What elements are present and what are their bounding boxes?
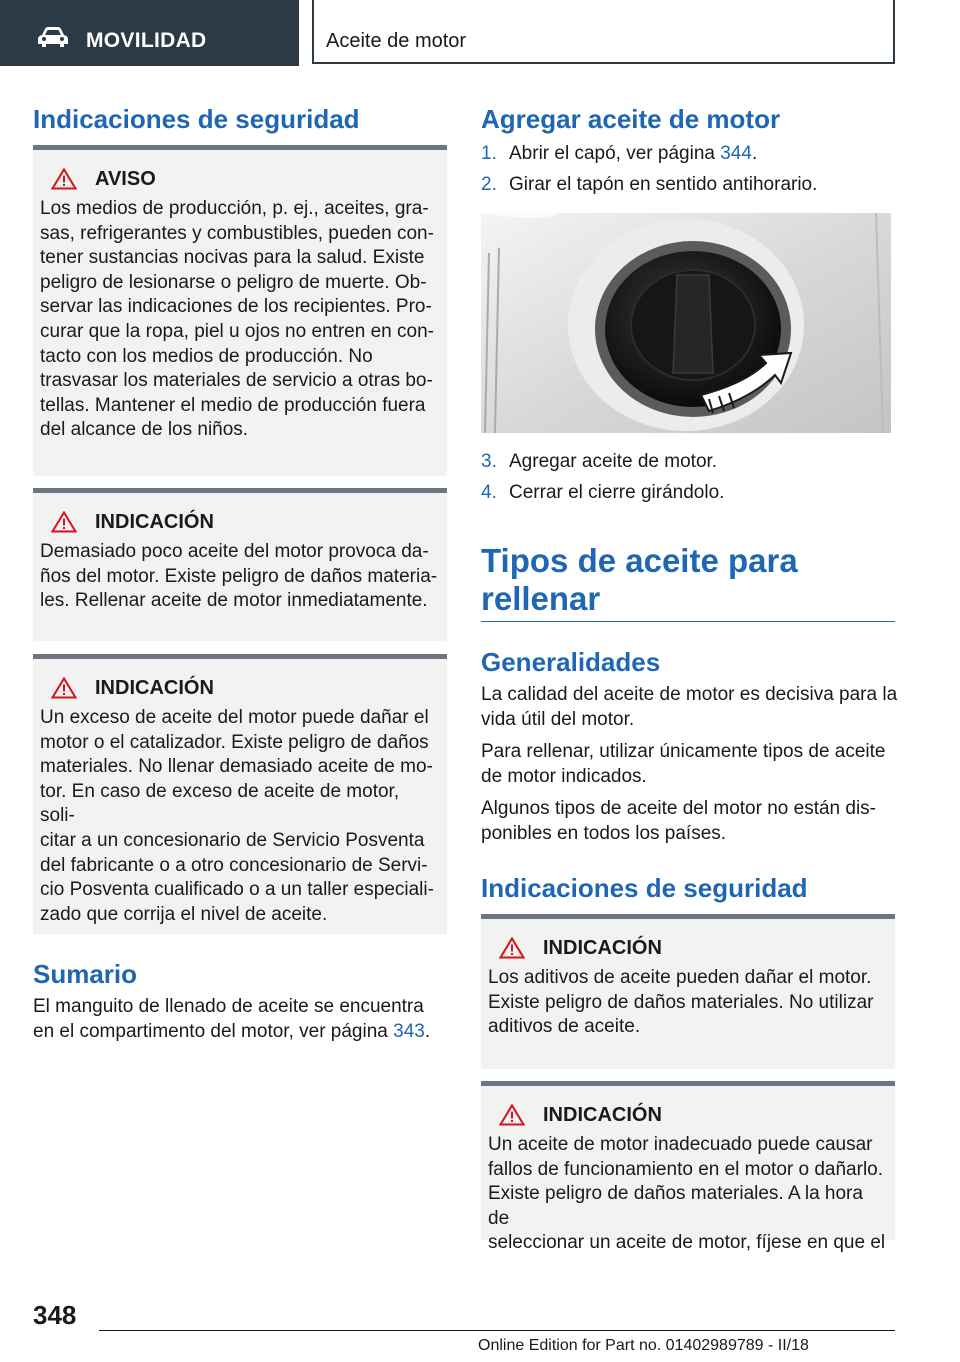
step-item: 3. Agregar aceite de motor.: [481, 451, 718, 472]
header-chapter-title: Aceite de motor: [326, 30, 467, 52]
note-text: Demasiado poco aceite del motor provoca da‐ ños del motor. Existe peligro de daños materia‐ les. Rellenar aceite de motor inmediatamente.: [40, 541, 438, 612]
general-heading: Generalidades: [481, 647, 661, 677]
note-label: INDICACIÓN: [499, 937, 887, 959]
note-box-3: [481, 919, 895, 1069]
warning-triangle-icon: [51, 168, 77, 190]
header-chapter-box: [312, 0, 895, 64]
note-label: INDICACIÓN: [499, 1104, 887, 1126]
warning-box-aviso: [33, 150, 447, 476]
add-oil-heading: Agregar aceite de motor: [481, 104, 781, 134]
left-safety-heading: Indicaciones de seguridad: [33, 104, 360, 134]
general-para-1: La calidad del aceite de motor es decisiva para la vida útil del motor.: [481, 684, 898, 730]
note-box-2: [33, 659, 447, 934]
note-text: Los aditivos de aceite pueden dañar el motor. Existe peligro de daños materiales. No utilizar aditivos de aceite.: [488, 967, 874, 1038]
header-section-tab: [0, 0, 299, 66]
oil-types-heading: Tipos de aceite para rellenar: [481, 542, 798, 617]
note-box-4: [481, 1086, 895, 1254]
general-para-2: Para rellenar, utilizar únicamente tipos de aceite de motor indicados.: [481, 741, 886, 787]
warning-triangle-icon: [51, 511, 77, 533]
step-item: 2. Girar el tapón en sentido antihorario.: [481, 174, 818, 195]
page-link-343[interactable]: 343: [393, 1020, 425, 1042]
note-label: INDICACIÓN: [51, 511, 439, 533]
warning-triangle-icon: [499, 937, 525, 959]
oil-cap-photo: [481, 213, 891, 433]
note-text: Un exceso de aceite del motor puede dañar el motor o el catalizador. Existe peligro de daños materiales. No llenar demasiado aceite de mo‐ tor. En caso de exceso de aceite de motor, soli‐ citar a un concesionario de Servicio Posventa del fabricante o a otro concesionario de Servi‐ cio Posventa cualificado o a un taller especiali‐ zado que corrija el nivel de aceite.: [40, 707, 434, 925]
car-icon: [36, 26, 70, 48]
add-oil-steps-b: [481, 451, 724, 513]
note-label: INDICACIÓN: [51, 677, 439, 699]
add-oil-steps-a: [481, 143, 817, 205]
step-item: 4. Cerrar el cierre girándolo.: [481, 482, 725, 503]
oil-types-rule: [481, 621, 895, 622]
header-section-label: MOVILIDAD: [86, 29, 207, 52]
page-number: 348: [33, 1300, 77, 1330]
sumario-text: El manguito de llenado de aceite se encuentra en el compartimento del motor, ver página 343.: [33, 996, 431, 1042]
warning-label: AVISO: [51, 168, 439, 190]
page-link-344[interactable]: 344: [720, 143, 752, 164]
note-text: Un aceite de motor inadecuado puede causar fallos de funcionamiento en el motor o dañarlo. Existe peligro de daños materiales. A la hora de seleccionar un aceite de motor, fíjese en que el: [488, 1134, 886, 1254]
general-para-3: Algunos tipos de aceite del motor no están dis‐ ponibles en todos los países.: [481, 798, 877, 844]
note-box-1: [33, 493, 447, 641]
footer-rule: [99, 1330, 895, 1331]
warning-text: Los medios de producción, p. ej., aceites, gra‐ sas, refrigerantes y combustibles, pueden con‐ tener sustancias nocivas para la salud. Existe peligro de lesionarse o peligro de muerte. Ob‐ servar las indicaciones de los recipientes. Pro‐ curar que la ropa, piel u ojos no entren en con‐ tacto con los medios de producción. No trasvasar los materiales de servicio a otras bo‐ tellas. Mantener el medio de producción fuera del alcance de los niños.: [40, 198, 434, 441]
step-item: 1. Abrir el capó, ver página 344.: [481, 143, 758, 164]
footer-edition: Online Edition for Part no. 01402989789 - II/18: [478, 1337, 809, 1354]
oil-filler-cap-illustration: [481, 213, 891, 433]
warning-triangle-icon: [499, 1104, 525, 1126]
warning-triangle-icon: [51, 677, 77, 699]
sumario-heading: Sumario: [33, 959, 138, 989]
right-safety-heading: Indicaciones de seguridad: [481, 873, 808, 903]
